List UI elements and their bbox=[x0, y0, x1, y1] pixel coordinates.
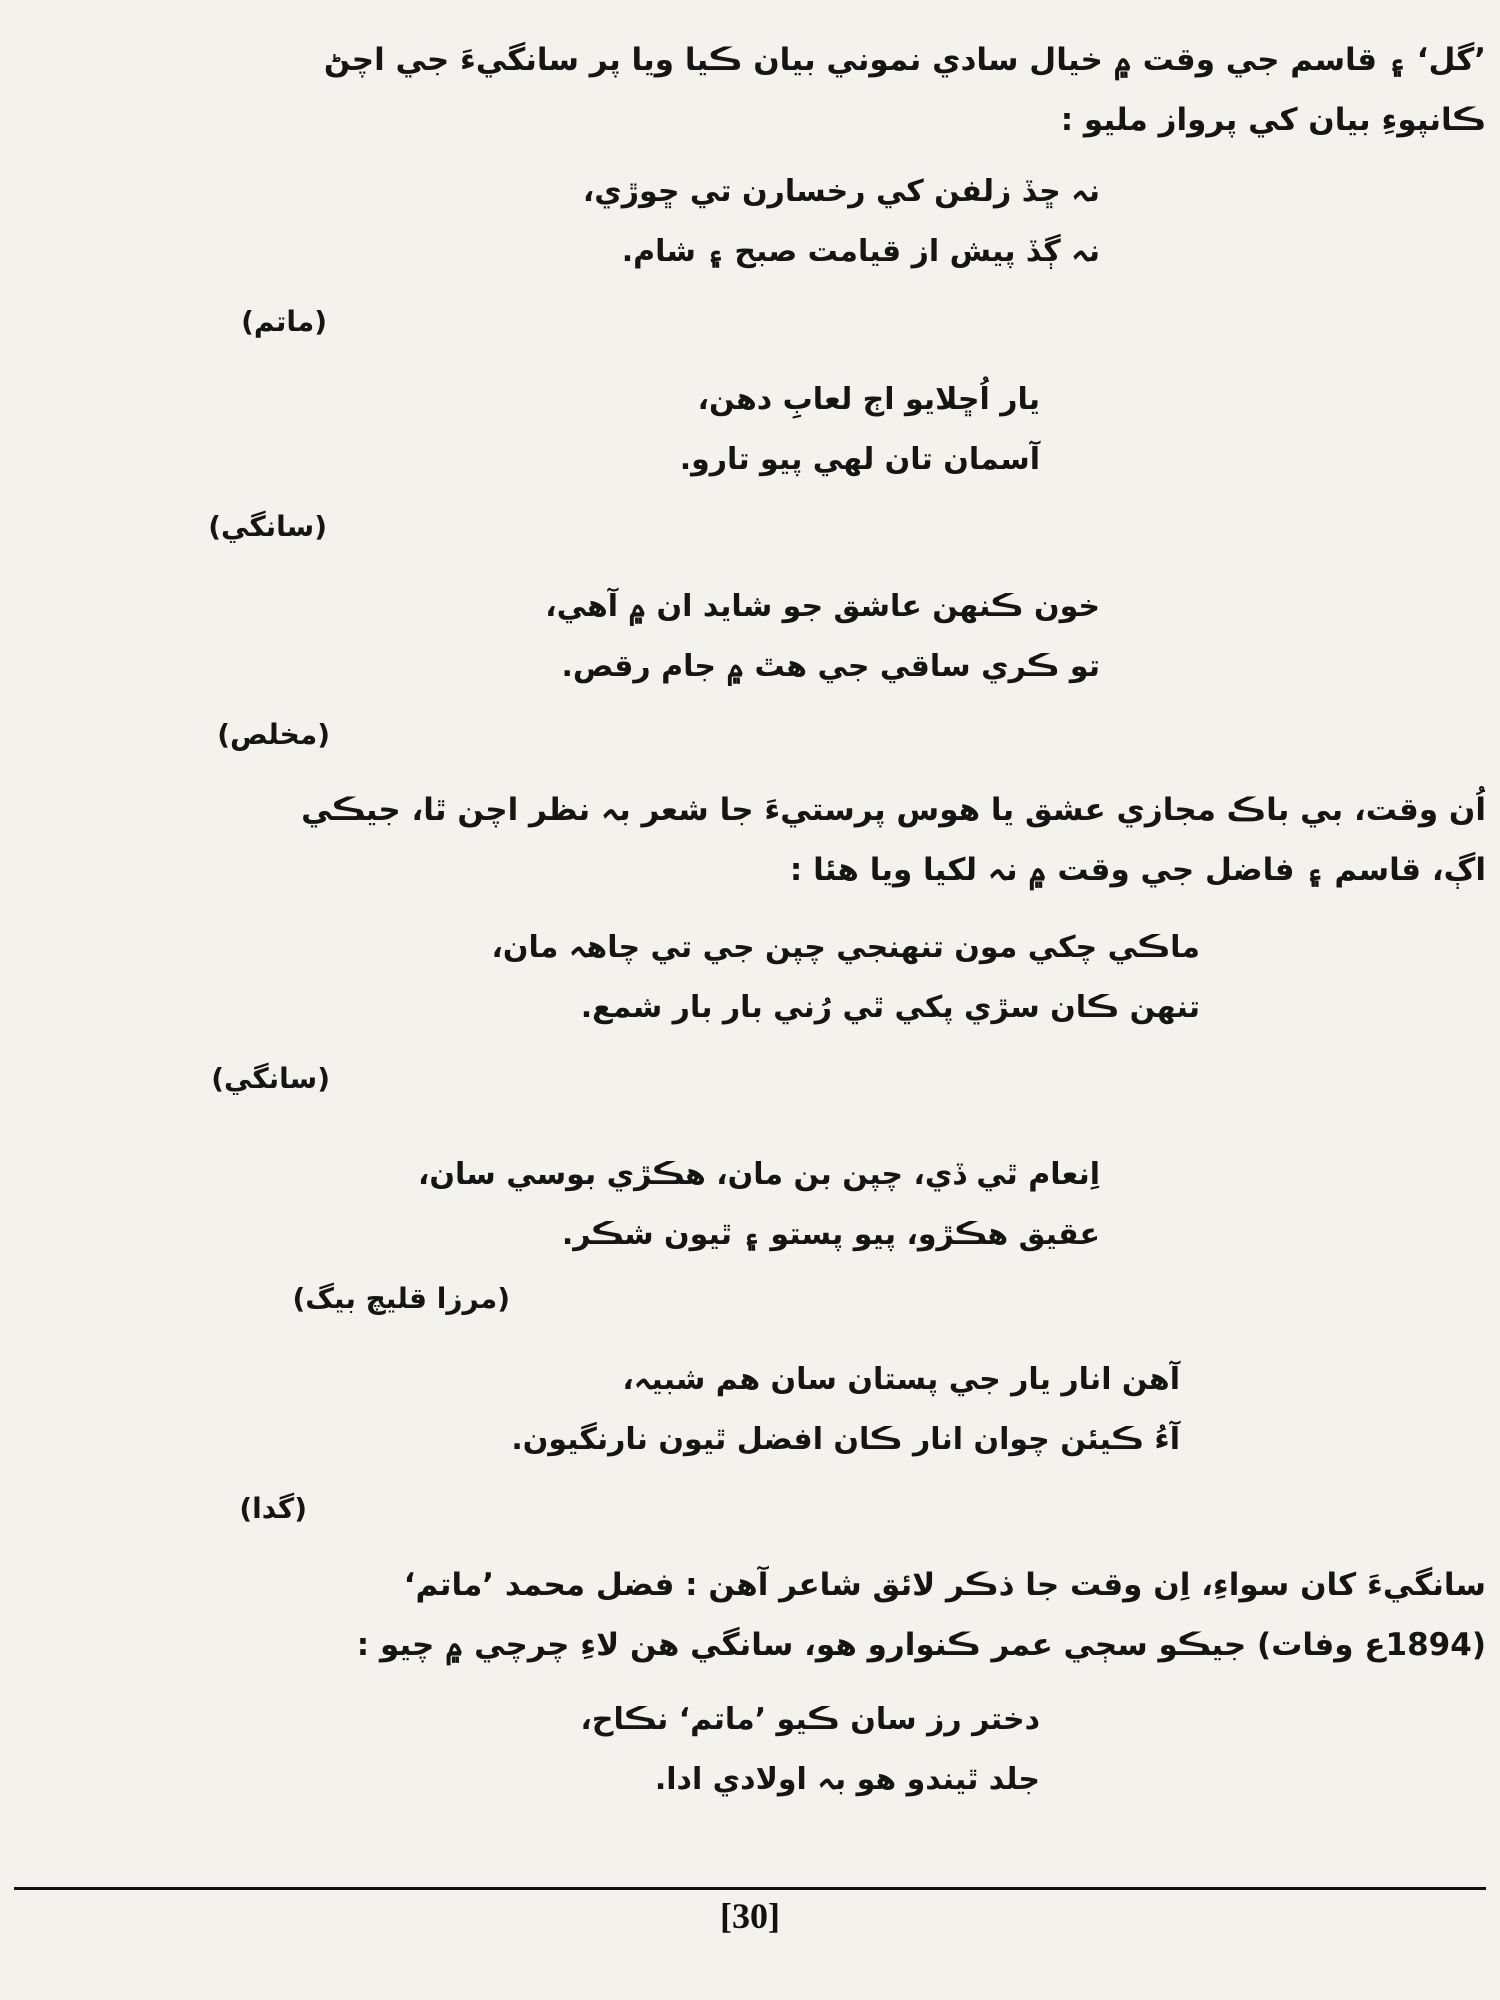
intro-line-2: ڪانپوءِ بيان کي پرواز مليو : bbox=[1060, 102, 1486, 138]
verse-line: آءُ ڪيئن چوان انار ڪان افضل ٿيون نارنگيون. bbox=[511, 1422, 1180, 1457]
verse-line: خون ڪنهن عاشق جو شايد ان ۾ آهي، bbox=[545, 589, 1100, 624]
poet-attribution: (ماتم) bbox=[241, 305, 327, 338]
closing-paragraph bbox=[14, 1555, 1486, 1675]
verse-line: آهن انار يار جي پستان سان هم شبيہ، bbox=[622, 1362, 1180, 1397]
poet-attribution: (گدا) bbox=[239, 1492, 307, 1525]
verse-block-2 bbox=[680, 370, 1040, 490]
verse-line: دختر رز سان ڪيو ’ماتم‘ نڪاح، bbox=[580, 1702, 1040, 1737]
verse-line: نہ ڇڏ زلفن کي رخسارن تي ڇوڙي، bbox=[582, 174, 1100, 209]
verse-block-5 bbox=[418, 1145, 1100, 1265]
verse-line: جلد ٿيندو هو بہ اولادي ادا. bbox=[654, 1762, 1040, 1797]
middle-paragraph bbox=[14, 780, 1486, 900]
verse-line: نہ ڳڏ پيش از قيامت صبح ۽ شام. bbox=[621, 234, 1100, 269]
middle-line-1: اُن وقت، بي باڪ مجازي عشق يا هوس پرستيءَ جا شعر بہ نظر اچن ٿا، جيڪي bbox=[301, 792, 1486, 828]
closing-line-2: (1894ع وفات) جيڪو سڄي عمر ڪنوارو هو، سانگي هن لاءِ چرچي ۾ چيو : bbox=[356, 1627, 1486, 1663]
intro-line-1: ’گل‘ ۽ قاسم جي وقت ۾ خيال سادي نموني بيان ڪيا ويا پر سانگيءَ جي اچڻ bbox=[323, 42, 1486, 78]
poet-attribution: (مرزا قليچ بيگ) bbox=[292, 1282, 510, 1315]
verse-line: تو ڪري ساقي جي هٿ ۾ جام رقص. bbox=[561, 649, 1100, 684]
verse-block-6 bbox=[511, 1350, 1180, 1470]
page-number: [30] bbox=[720, 1896, 780, 1936]
footer-rule bbox=[14, 1887, 1486, 1890]
verse-line: اِنعام ٿي ڏي، چپن بن مان، هڪڙي بوسي سان، bbox=[418, 1157, 1100, 1192]
middle-line-2: اڳ، قاسم ۽ فاضل جي وقت ۾ نہ لکيا ويا هئا : bbox=[789, 852, 1486, 888]
verse-line: عقيق هڪڙو، پيو پستو ۽ ٿيون شڪر. bbox=[561, 1217, 1100, 1252]
verse-line: ماڪي چکي مون تنهنجي چپن جي تي چاهہ مان، bbox=[491, 930, 1200, 965]
intro-paragraph bbox=[14, 30, 1486, 150]
closing-line-1: سانگيءَ کان سواءِ، اِن وقت جا ذڪر لائق شاعر آهن : فضل محمد ’ماتم‘ bbox=[403, 1567, 1486, 1603]
verse-line: تنهن ڪان سڙي پکي ٿي رُني بار بار شمع. bbox=[580, 990, 1200, 1025]
verse-line: يار اُڇلايو اڄ لعابِ دهن، bbox=[697, 382, 1040, 417]
verse-block-4 bbox=[492, 918, 1200, 1038]
poet-attribution: (سانگي) bbox=[211, 1062, 330, 1095]
poet-attribution: (سانگي) bbox=[208, 510, 327, 543]
verse-line: آسمان تان لهي پيو تارو. bbox=[679, 442, 1040, 477]
verse-block-3 bbox=[545, 577, 1100, 697]
poet-attribution: (مخلص) bbox=[217, 718, 330, 751]
verse-block-7 bbox=[581, 1690, 1041, 1810]
verse-block-1 bbox=[583, 162, 1100, 282]
